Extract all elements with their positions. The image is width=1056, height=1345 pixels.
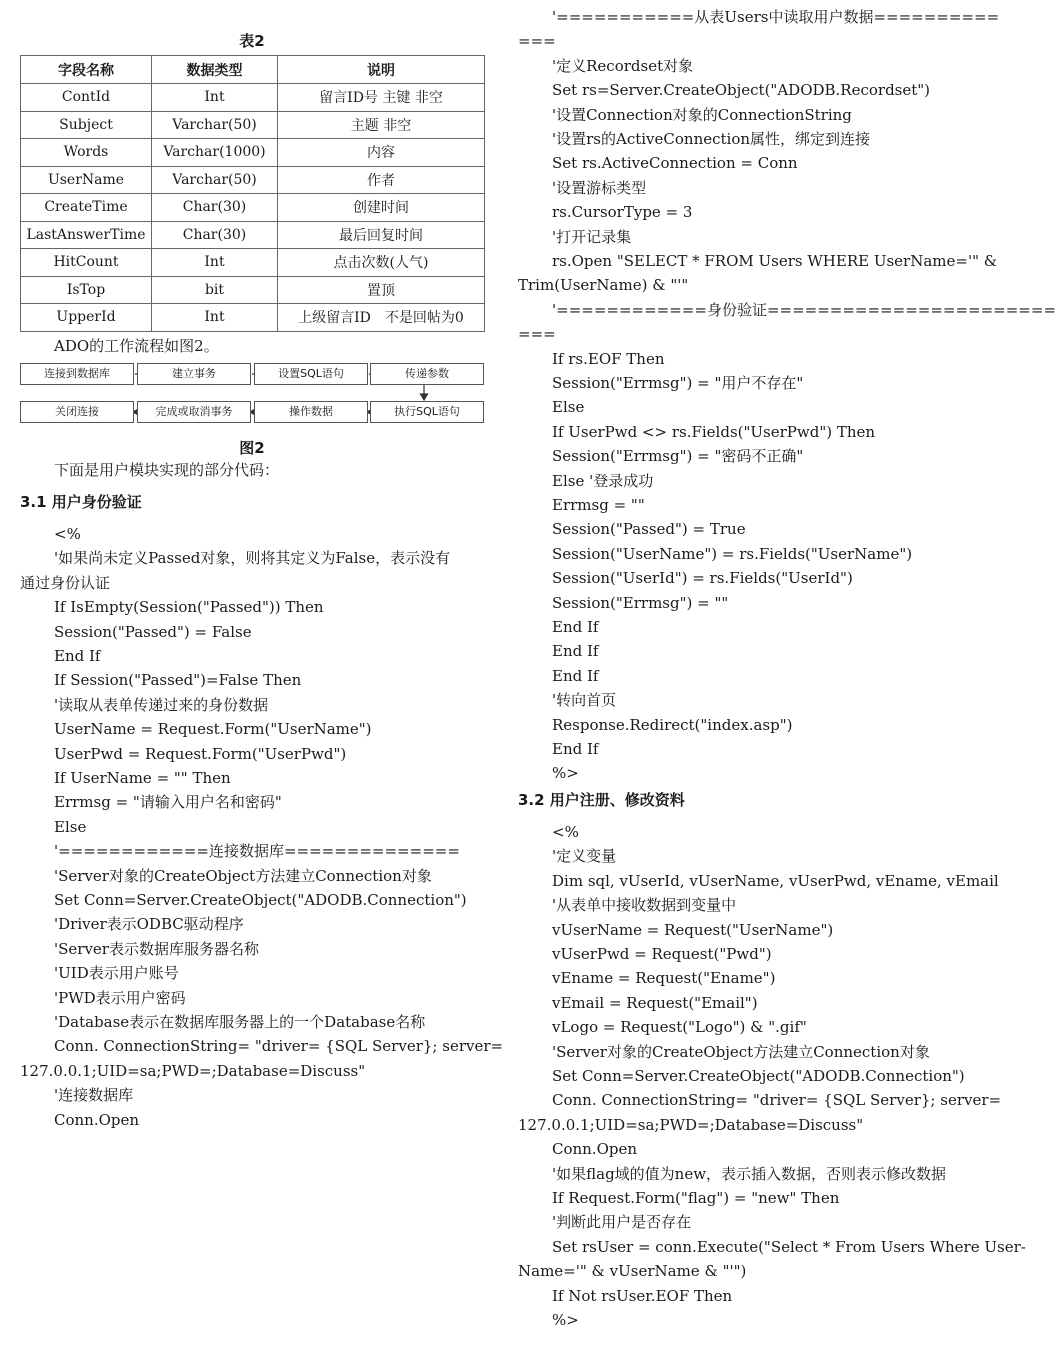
code-line: 'Database表示在数据库服务器上的一个Database名称 (54, 1013, 426, 1031)
col-header-field-name: 字段名称 (21, 56, 152, 84)
table-body (21, 84, 485, 332)
table-row (21, 221, 485, 249)
code-line: If UserPwd <> rs.Fields("UserPwd") Then (552, 422, 876, 441)
flow-step-execute-sql: 执行SQL语句 (370, 401, 484, 423)
code-line: rs.CursorType = 3 (552, 203, 693, 222)
code-line: vLogo = Request("Logo") & ".gif" (552, 1018, 807, 1037)
section-heading-3-1: 3.1 用户身份验证 (20, 493, 142, 511)
field-name-cell: UserName (21, 166, 152, 194)
table-header-row (21, 56, 485, 84)
flow-step-begin-transaction: 建立事务 (137, 363, 251, 385)
field-name-cell: UpperId (21, 304, 152, 332)
code-line: 'Driver表示ODBC驱动程序 (54, 915, 244, 934)
data-type-cell: Char(30) (152, 194, 278, 222)
code-line: '如果尚未定义Passed对象，则将其定义为False，表示没有 (54, 549, 451, 568)
figure-caption: 图2 (239, 439, 265, 457)
code-line: 127.0.0.1;UID=sa;PWD=;Database=Discuss" (518, 1115, 864, 1134)
code-line: Else '登录成功 (552, 471, 654, 490)
description-cell: 内容 (278, 139, 485, 167)
field-name-cell: HitCount (21, 249, 152, 277)
field-name-cell: LastAnswerTime (21, 221, 152, 249)
data-type-cell: Char(30) (152, 221, 278, 249)
code-line: If UserName = "" Then (54, 769, 231, 787)
code-line: Set Conn=Server.CreateObject("ADODB.Connection") (552, 1067, 965, 1085)
code-line: End If (552, 642, 599, 661)
data-type-cell: Int (152, 84, 278, 112)
code-line: Conn. ConnectionString= "driver= {SQL Server}; server= (552, 1091, 1002, 1110)
code-line: '从表单中接收数据到变量中 (552, 896, 737, 915)
field-name-cell: IsTop (21, 276, 152, 304)
code-line: End If (552, 666, 599, 685)
code-line: Session("UserId") = rs.Fields("UserId") (552, 569, 853, 588)
description-cell: 创建时间 (278, 194, 485, 222)
code-line: If Not rsUser.EOF Then (552, 1286, 733, 1305)
code-line: '===========从表Users中读取用户数据========== (552, 8, 1000, 26)
table-row (21, 194, 485, 222)
data-type-cell: Varchar(1000) (152, 139, 278, 167)
code-line: <% (552, 823, 579, 841)
code-line: === (518, 32, 556, 51)
code-line: Session("Errmsg") = "" (552, 593, 729, 612)
description-cell: 作者 (278, 166, 485, 194)
data-type-cell: Varchar(50) (152, 166, 278, 194)
section-heading-3-2: 3.2 用户注册、修改资料 (518, 791, 685, 809)
description-cell: 留言ID号 主键 非空 (278, 84, 485, 112)
code-line: Response.Redirect("index.asp") (552, 715, 793, 734)
code-line: '连接数据库 (54, 1086, 134, 1105)
code-line: End If (552, 618, 599, 636)
code-line: Set rsUser = conn.Execute("Select * From Users Where User- (552, 1237, 1026, 1256)
field-name-cell: Words (21, 139, 152, 167)
code-line: rs.Open "SELECT * FROM Users WHERE UserName='" & (552, 252, 998, 270)
description-cell: 上级留言ID 不是回帖为0 (278, 304, 485, 332)
code-line: 'Server对象的CreateObject方法建立Connection对象 (552, 1042, 930, 1061)
description-cell: 主题 非空 (278, 111, 485, 139)
data-type-cell: Int (152, 249, 278, 277)
code-line: Dim sql, vUserId, vUserName, vUserPwd, vEname, vEmail (552, 871, 999, 890)
flow-step-close-connection: 关闭连接 (20, 401, 134, 423)
description-cell: 最后回复时间 (278, 221, 485, 249)
code-line: If IsEmpty(Session("Passed")) Then (54, 598, 324, 617)
code-line: Session("Passed") = False (54, 622, 252, 641)
code-line: '如果flag域的值为new，表示插入数据，否则表示修改数据 (552, 1164, 947, 1183)
description-cell: 置顶 (278, 276, 485, 304)
table-row (21, 139, 485, 167)
code-line: '============连接数据库============== (54, 842, 460, 861)
code-line: Else (54, 817, 87, 836)
code-line: '============身份验证======================= (552, 300, 1056, 319)
code-line: '判断此用户是否存在 (552, 1213, 692, 1232)
table-row (21, 84, 485, 112)
code-line: '读取从表单传递过来的身份数据 (54, 695, 269, 714)
code-line: vUserName = Request("UserName") (552, 920, 834, 939)
description-cell: 点击次数(人气) (278, 249, 485, 277)
flow-step-connect-db: 连接到数据库 (20, 363, 134, 385)
table-row (21, 304, 485, 332)
code-line: '打开记录集 (552, 227, 632, 246)
code-line: '设置Connection对象的ConnectionString (552, 105, 852, 124)
code-line: If Request.Form("flag") = "new" Then (552, 1189, 840, 1207)
code-line: Set Conn=Server.CreateObject("ADODB.Connection") (54, 891, 467, 909)
code-line: === (518, 325, 556, 344)
code-line: Set rs=Server.CreateObject("ADODB.Recordset") (552, 81, 931, 100)
code-line: vEname = Request("Ename") (552, 969, 776, 988)
code-line: '转向首页 (552, 691, 617, 710)
field-name-cell: Subject (21, 111, 152, 139)
flow-step-pass-params: 传递参数 (370, 363, 484, 385)
table-row (21, 111, 485, 139)
fields-table (20, 55, 485, 332)
table-caption: 表2 (239, 32, 265, 50)
flow-step-operate-data: 操作数据 (254, 401, 368, 423)
col-header-description: 说明 (278, 56, 485, 84)
table-row (21, 249, 485, 277)
col-header-data-type: 数据类型 (152, 56, 278, 84)
code-line: UserPwd = Request.Form("UserPwd") (54, 744, 347, 763)
code-line: '设置rs的ActiveConnection属性，绑定到连接 (552, 130, 871, 148)
code-line: Conn.Open (552, 1140, 638, 1159)
code-line: %> (552, 764, 579, 783)
flow-step-finish-transaction: 完成或取消事务 (137, 401, 251, 423)
code-line: <% (54, 525, 81, 543)
code-line: Session("Passed") = True (552, 520, 746, 539)
data-type-cell: bit (152, 276, 278, 304)
flow-step-set-sql: 设置SQL语句 (254, 363, 368, 385)
code-line: Errmsg = "请输入用户名和密码" (54, 793, 282, 812)
code-line: Errmsg = "" (552, 496, 645, 514)
code-line: 'Server表示数据库服务器名称 (54, 939, 259, 958)
code-line: Set rs.ActiveConnection = Conn (552, 154, 798, 173)
code-line: vEmail = Request("Email") (552, 993, 758, 1012)
code-intro: 下面是用户模块实现的部分代码： (54, 461, 280, 479)
code-line: Session("UserName") = rs.Fields("UserName") (552, 544, 913, 563)
code-line: '设置游标类型 (552, 178, 647, 197)
code-line: End If (552, 740, 599, 758)
ado-flow-diagram (20, 360, 484, 430)
code-line: 'UID表示用户账号 (54, 964, 179, 983)
code-line: If rs.EOF Then (552, 349, 665, 368)
table-row (21, 276, 485, 304)
field-name-cell: CreateTime (21, 194, 152, 222)
code-line: %> (552, 1311, 579, 1329)
code-line: 127.0.0.1;UID=sa;PWD=;Database=Discuss" (20, 1061, 366, 1080)
code-line: UserName = Request.Form("UserName") (54, 720, 372, 739)
code-line: Conn.Open (54, 1110, 140, 1129)
code-line: '定义Recordset对象 (552, 56, 694, 75)
code-line: Trim(UserName) & "'" (518, 276, 689, 295)
data-type-cell: Int (152, 304, 278, 332)
code-line: Conn. ConnectionString= "driver= {SQL Server}; server= (54, 1037, 504, 1056)
code-line: 通过身份认证 (20, 573, 111, 592)
field-name-cell: ContId (21, 84, 152, 112)
data-type-cell: Varchar(50) (152, 111, 278, 139)
code-line: If Session("Passed")=False Then (54, 671, 302, 690)
code-line: Else (552, 398, 585, 417)
code-line: Session("Errmsg") = "密码不正确" (552, 447, 804, 466)
code-line: vUserPwd = Request("Pwd") (552, 945, 772, 963)
code-line: 'PWD表示用户密码 (54, 988, 186, 1007)
table-row (21, 166, 485, 194)
code-line: End If (54, 647, 101, 665)
code-line: Session("Errmsg") = "用户不存在" (552, 374, 804, 392)
ado-intro: ADO的工作流程如图2。 (54, 337, 219, 355)
code-line: Name='" & vUserName & "'") (518, 1262, 747, 1281)
code-line: '定义变量 (552, 847, 617, 866)
code-line: 'Server对象的CreateObject方法建立Connection对象 (54, 866, 432, 885)
